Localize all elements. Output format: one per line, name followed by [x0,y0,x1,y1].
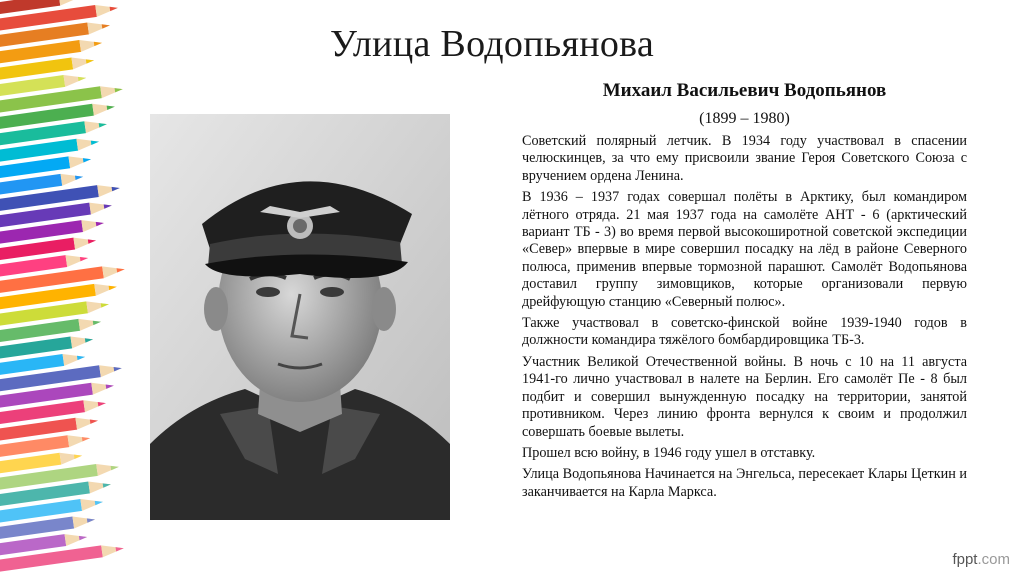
bio-paragraph: Улица Водопьянова Начинается на Энгельса, пересекает Клары Цеткин и заканчивается на Карла Маркса. [522,466,967,500]
colored-pencils-decoration [0,0,130,574]
biography-text [522,133,967,505]
bio-paragraph: Прошел всю войну, в 1946 году ушел в отставку. [522,444,816,461]
portrait-photo [150,114,450,520]
bio-paragraph: В 1936 – 1937 годах совершал полёты в Арктику, был командиром лётного отряда. 21 мая 1937 года на самолёте АНТ - 6 (арктический вариант ТБ - 3) во время первой высокоширотной советской экспедиции «Север» впервые в мире совершил посадку на лёд в районе Северного полюса, применив впервые тормозной парашют. Самолёт Водопьянова доставил группу зимовщиков, которые организовали первую дрейфующую станцию «Северный полюс». [522,189,967,310]
slide-title: Улица Водопьянова [330,23,655,65]
bio-paragraph: Участник Великой Отечественной войны. В ночь с 10 на 11 августа 1941-го лично участвовал в налете на Берлин. Его самолёт Пе - 8 был подбит и совершил вынужденную посадку на территории, занятой противником. Через линию фронта вернулся к своим и продолжил совершать боевые вылеты. [522,353,967,440]
logo-text: fppt [952,551,978,568]
person-name: Михаил Васильевич Водопьянов [602,80,887,101]
logo-suffix: .com [977,551,1010,568]
bio-paragraph: Также участвовал в советско-финской войне 1939-1940 годов в должности командира тяжёлого бомбардировщика ТБ-3. [522,315,967,349]
life-years: (1899 – 1980) [699,110,790,127]
bio-paragraph: Советский полярный летчик. В 1934 году участвовал в спасении челюскинцев, за что ему присвоили звание Героя Советского Союза с вручением ордена Ленина. [522,133,967,184]
fppt-logo [952,551,1010,568]
